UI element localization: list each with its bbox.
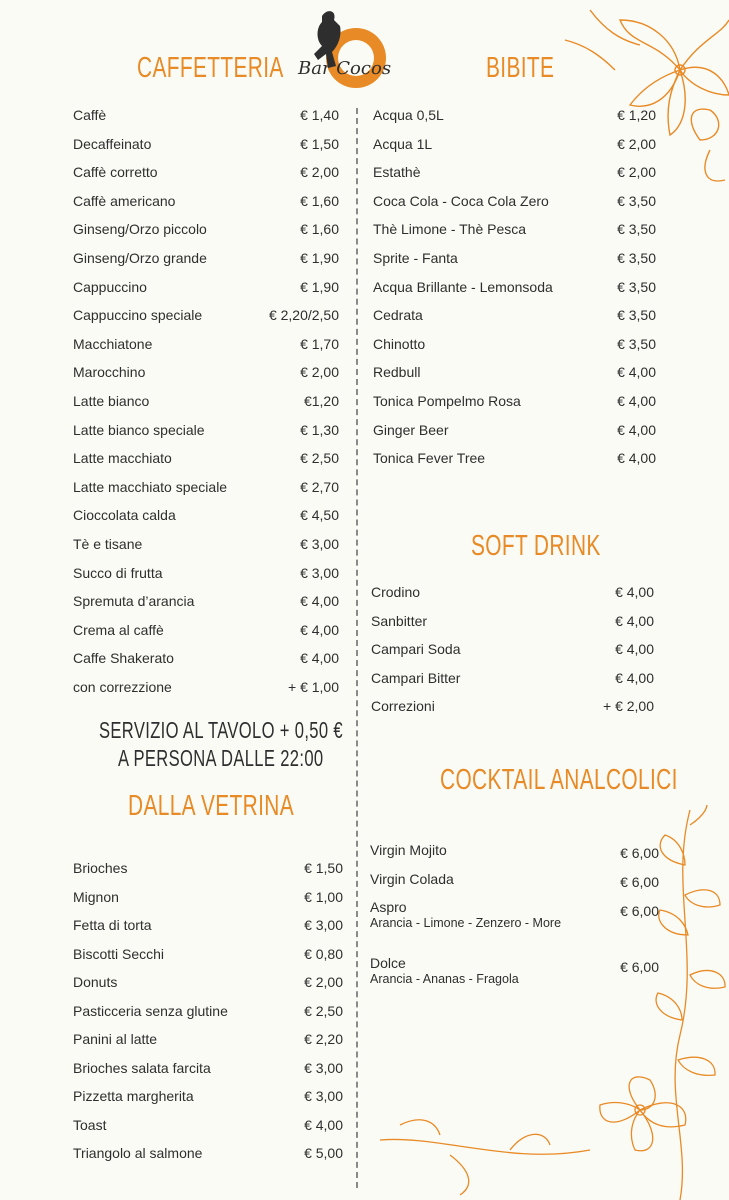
menu-item-price: € 1,90	[300, 250, 339, 266]
menu-item-name: Ginseng/Orzo piccolo	[73, 221, 207, 238]
menu-item	[371, 583, 654, 601]
menu-item	[73, 421, 339, 439]
menu-item-price: € 5,00	[304, 1145, 343, 1161]
menu-item-price: € 2,50	[304, 1002, 343, 1019]
menu-item-name: Latte bianco speciale	[73, 421, 205, 438]
menu-item-price: € 1,50	[304, 860, 343, 876]
menu-item-price: € 1,40	[300, 107, 339, 123]
menu-item-name: Ginseng/Orzo grande	[73, 250, 207, 266]
menu-item	[73, 106, 339, 124]
menu-item	[373, 392, 656, 410]
menu-item	[373, 192, 656, 210]
menu-item	[73, 135, 339, 153]
menu-item-price: € 4,00	[300, 593, 339, 610]
cocktail-item	[370, 898, 659, 919]
menu-item-name: Tonica Pompelmo Rosa	[373, 393, 521, 409]
menu-item	[73, 592, 339, 610]
menu-item-name: Caffè	[73, 107, 107, 123]
menu-item-name: Crema al caffè	[73, 621, 164, 638]
menu-item-price: + € 1,00	[288, 679, 339, 695]
menu-item-name: Cioccolata calda	[73, 507, 176, 524]
menu-item-name: Tonica Fever Tree	[373, 450, 486, 467]
menu-item-name: Acqua 0,5L	[373, 107, 444, 123]
soft-drink-heading: SOFT DRINK	[471, 530, 601, 562]
menu-item-price: € 2,00	[617, 135, 656, 152]
menu-item	[373, 335, 656, 353]
servizio-line-1: SERVIZIO AL TAVOLO + 0,50 €	[99, 717, 343, 743]
menu-item-price: € 2,00	[617, 164, 656, 181]
menu-item-name: Latte macchiato	[73, 450, 172, 467]
menu-item	[73, 192, 339, 210]
menu-item-price: € 4,00	[304, 1116, 343, 1133]
menu-item	[371, 612, 654, 630]
logo-text: Bar Cocos	[298, 58, 392, 79]
menu-item	[73, 478, 339, 496]
menu-item-price: € 3,00	[304, 917, 343, 933]
menu-item-price: € 1,60	[300, 221, 339, 238]
menu-item	[73, 306, 339, 324]
menu-item	[73, 888, 343, 906]
cocktail-ingredients: Arancia - Ananas - Fragola	[370, 972, 519, 986]
menu-item-name: Latte macchiato speciale	[73, 478, 228, 495]
menu-item-price: € 4,00	[617, 421, 656, 438]
menu-item-name: Macchiatone	[73, 335, 153, 352]
cocktail-item	[370, 870, 659, 888]
menu-item-name: Cappuccino	[73, 278, 147, 295]
menu-item-name: Coca Cola - Coca Cola Zero	[373, 192, 549, 209]
menu-item	[73, 278, 339, 296]
menu-item-price: €1,20	[303, 393, 339, 409]
menu-item	[73, 973, 343, 991]
cocktail-name: Dolce	[370, 955, 406, 971]
cocktail-price: € 6,00	[620, 845, 659, 861]
menu-item-name: Marocchino	[73, 364, 146, 381]
menu-item-name: Chinotto	[373, 335, 426, 352]
menu-item-price: € 4,00	[617, 450, 656, 467]
menu-item-name: Spremuta d’arancia	[73, 593, 195, 610]
menu-item-price: € 0,80	[304, 945, 343, 962]
menu-item	[73, 249, 339, 267]
menu-item	[371, 640, 654, 658]
menu-item-price: € 2,00	[300, 164, 339, 181]
cocktail-name: Aspro	[370, 899, 407, 915]
menu-item-price: € 3,50	[617, 278, 656, 295]
menu-item-price: € 3,50	[617, 192, 656, 209]
menu-item-price: € 4,00	[615, 584, 654, 600]
menu-item-price: € 4,00	[617, 393, 656, 409]
menu-item	[73, 859, 343, 877]
menu-item	[73, 506, 339, 524]
menu-item-price: € 2,20/2,50	[268, 307, 339, 324]
menu-item-name: Crodino	[371, 584, 421, 600]
menu-item	[73, 363, 339, 381]
menu-item	[73, 678, 339, 696]
menu-item	[73, 220, 339, 238]
menu-item-price: € 4,00	[617, 364, 656, 381]
menu-item	[73, 449, 339, 467]
menu-item	[73, 945, 343, 963]
menu-item	[373, 163, 656, 181]
menu-item	[373, 106, 656, 124]
menu-item-price: € 1,50	[300, 135, 339, 152]
menu-item-price: € 2,00	[304, 974, 343, 990]
menu-item-price: € 2,20	[304, 1031, 343, 1047]
menu-item-name: Acqua Brillante - Lemonsoda	[373, 278, 553, 295]
menu-item	[373, 220, 656, 238]
menu-item	[371, 697, 654, 715]
menu-item-price: € 1,00	[304, 888, 343, 905]
vetrina-heading: DALLA VETRINA	[128, 790, 294, 822]
menu-item	[373, 135, 656, 153]
menu-item	[73, 649, 339, 667]
menu-item-price: € 1,60	[300, 192, 339, 209]
menu-item-name: Succo di frutta	[73, 564, 163, 581]
bibite-heading: BIBITE	[486, 52, 555, 84]
menu-item-name: Brioches salata farcita	[73, 1059, 211, 1076]
menu-item	[73, 1059, 343, 1077]
menu-item-name: Sprite - Fanta	[373, 250, 458, 266]
menu-item	[373, 278, 656, 296]
menu-item-price: € 1,90	[300, 278, 339, 295]
menu-item-name: Acqua 1L	[373, 135, 433, 152]
menu-item-name: Brioches	[73, 860, 128, 876]
menu-item-price: € 2,00	[300, 364, 339, 381]
menu-item-name: Caffè corretto	[73, 164, 158, 181]
cocktail-name: Virgin Mojito	[370, 842, 447, 858]
menu-item	[373, 449, 656, 467]
menu-item	[73, 564, 339, 582]
menu-item-name: Tè e tisane	[73, 536, 143, 552]
menu-item-price: € 4,50	[300, 507, 339, 524]
menu-item-name: Ginger Beer	[373, 421, 449, 438]
cocktail-heading: COCKTAIL ANALCOLICI	[440, 764, 678, 796]
menu-item-price: € 4,00	[615, 669, 654, 686]
menu-item	[73, 1116, 343, 1134]
menu-item-name: Fetta di torta	[73, 917, 152, 933]
menu-item-name: Triangolo al salmone	[73, 1145, 203, 1161]
cocktail-price: € 6,00	[620, 903, 659, 919]
menu-item-price: € 3,50	[617, 307, 656, 324]
menu-item-name: con correzzione	[73, 679, 172, 695]
cocktail-name: Virgin Colada	[370, 871, 454, 887]
menu-item-price: € 4,00	[615, 641, 654, 657]
menu-item-name: Cedrata	[373, 307, 423, 324]
menu-item-name: Redbull	[373, 364, 421, 381]
menu-item	[373, 421, 656, 439]
servizio-line-2: A PERSONA DALLE 22:00	[118, 745, 324, 771]
menu-item-name: Campari Bitter	[371, 669, 461, 686]
menu-item-price: € 1,70	[300, 335, 339, 352]
menu-item-price: € 2,50	[300, 450, 339, 467]
menu-item-name: Caffè americano	[73, 192, 176, 209]
menu-item-price: € 3,00	[304, 1088, 343, 1104]
menu-item-price: € 3,00	[300, 564, 339, 581]
cocktail-item	[370, 841, 659, 859]
menu-item-name: Donuts	[73, 974, 118, 990]
menu-item-price: € 1,20	[617, 107, 656, 123]
menu-item-name: Thè Limone - Thè Pesca	[373, 221, 527, 238]
menu-item	[73, 1144, 343, 1162]
menu-item-name: Decaffeinato	[73, 135, 152, 152]
menu-item	[73, 1002, 343, 1020]
caffetteria-heading: CAFFETTERIA	[137, 52, 284, 84]
menu-item	[373, 363, 656, 381]
floral-vine-icon	[360, 805, 729, 1200]
menu-item	[373, 306, 656, 324]
menu-item-name: Latte bianco	[73, 393, 150, 409]
menu-item-name: Pizzetta margherita	[73, 1088, 194, 1104]
menu-item-price: € 3,00	[304, 1059, 343, 1076]
cocktail-price: € 6,00	[620, 959, 659, 975]
cocktail-item	[370, 954, 659, 975]
menu-item-name: Estathè	[373, 164, 421, 181]
column-divider	[356, 108, 358, 1188]
menu-item-price: € 3,00	[300, 536, 339, 552]
menu-item-price: € 3,50	[617, 250, 656, 266]
menu-item-name: Mignon	[73, 888, 119, 905]
menu-item	[373, 249, 656, 267]
cocktail-ingredients: Arancia - Limone - Zenzero - More	[370, 916, 562, 930]
menu-item-name: Campari Soda	[371, 641, 461, 657]
menu-item-price: € 3,50	[617, 335, 656, 352]
menu-item-price: € 2,70	[300, 478, 339, 495]
menu-item-name: Pasticceria senza glutine	[73, 1002, 228, 1019]
menu-item-name: Sanbitter	[371, 612, 428, 629]
menu-item-name: Panini al latte	[73, 1031, 158, 1047]
menu-item	[73, 1087, 343, 1105]
menu-item	[73, 392, 339, 410]
menu-item	[371, 669, 654, 687]
menu-item-price: € 1,30	[300, 421, 339, 438]
menu-item-name: Caffe Shakerato	[73, 650, 174, 667]
menu-item-name: Correzioni	[371, 698, 435, 714]
menu-item-price: + € 2,00	[603, 698, 654, 714]
menu-item	[73, 916, 343, 934]
menu-item	[73, 163, 339, 181]
monkey-logo-icon	[292, 8, 420, 94]
menu-item	[73, 535, 339, 553]
menu-item-name: Toast	[73, 1116, 107, 1133]
menu-item	[73, 621, 339, 639]
menu-item	[73, 335, 339, 353]
menu-item-name: Cappuccino speciale	[73, 307, 203, 324]
menu-item-name: Biscotti Secchi	[73, 945, 165, 962]
cocktail-price: € 6,00	[620, 874, 659, 890]
menu-item-price: € 3,50	[617, 221, 656, 238]
menu-item-price: € 4,00	[300, 650, 339, 667]
menu-item-price: € 4,00	[300, 621, 339, 638]
menu-item	[73, 1030, 343, 1048]
menu-item-price: € 4,00	[615, 612, 654, 629]
